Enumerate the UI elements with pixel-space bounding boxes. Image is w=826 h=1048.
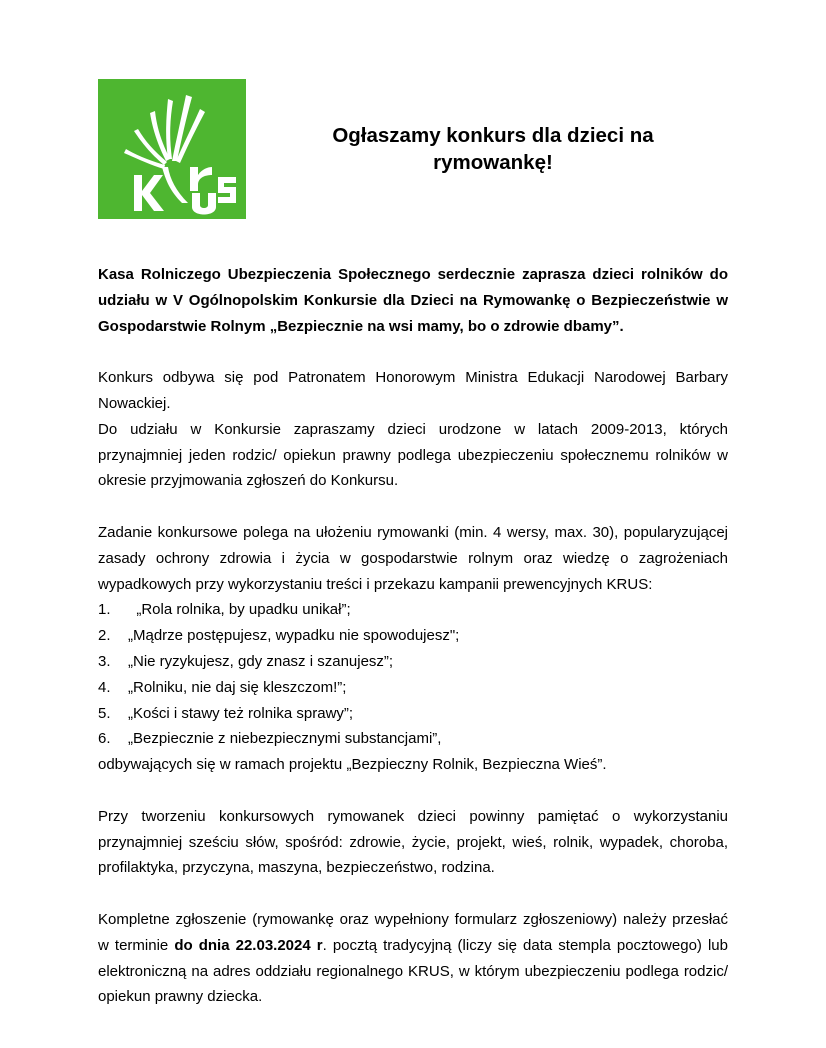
deadline-date: do dnia 22.03.2024 r	[174, 936, 323, 954]
submission-paragraph: Kompletne zgłoszenie (rymowankę oraz wypełniony formularz zgłoszeniowy) należy przesłać w terminie do dnia 22.03.2024 r. pocztą tradycyjną (liczy się data stempla pocztowego) lub elektroniczną na adres oddziału regionalnego KRUS, w którym ubezpieczeniu podlega rodzic/ opiekun prawny dziecka.	[98, 910, 728, 1006]
themes-list	[98, 597, 728, 752]
intro-paragraph: Kasa Rolniczego Ubezpieczenia Społecznego serdecznie zaprasza dzieci rolników do udziału w V Ogólnopolskim Konkursie dla Dzieci na Rymowankę o Bezpieczeństwie w Gospodarstwie Rolnym „Bezpiecznie na wsi mamy, bo o zdrowie dbamy”.	[98, 266, 728, 335]
task-paragraph: Zadanie konkursowe polega na ułożeniu rymowanki (min. 4 wersy, max. 30), popularyzującej zasady ochrony zdrowia i życia w gospodarstwie rolnym oraz wiedzę o zagrożeniach wypadkowych przy wykorzystaniu treści i przekazu kampanii prewencyjnych KRUS:	[98, 523, 728, 593]
patronage-paragraph: Konkurs odbywa się pod Patronatem Honorowym Ministra Edukacji Narodowej Barbary Nowackiej.	[98, 369, 728, 412]
krus-logo	[98, 79, 246, 219]
project-paragraph: odbywających się w ramach projektu „Bezpieczny Rolnik, Bezpieczna Wieś”.	[98, 756, 607, 774]
list-item: 2. „Mądrze postępujesz, wypadku nie spowodujesz";	[98, 627, 460, 645]
list-item: 4. „Rolniku, nie daj się kleszczom!”;	[98, 678, 347, 696]
words-paragraph: Przy tworzeniu konkursowych rymowanek dzieci powinny pamiętać o wykorzystaniu przynajmniej sześciu słów, spośród: zdrowie, życie, projekt, wieś, rolnik, wypadek, choroba, profilaktyka, przyczyna, maszyna, bezpieczeństwo, rodzina.	[98, 807, 728, 877]
list-item: 1. „Rola rolnika, by upadku unikał”;	[98, 601, 351, 619]
eligibility-paragraph: Do udziału w Konkursie zapraszamy dzieci urodzone w latach 2009-2013, których przynajmniej jeden rodzic/ opiekun prawny podlega ubezpieczeniu społecznemu rolników w okresie przyjmowania zgłoszeń do Konkursu.	[98, 420, 728, 490]
list-item: 6. „Bezpiecznie z niebezpiecznymi substancjami”,	[98, 730, 442, 748]
list-item: 5. „Kości i stawy też rolnika sprawy”;	[98, 704, 354, 722]
list-item: 3. „Nie ryzykujesz, gdy znasz i szanujesz”;	[98, 652, 394, 670]
document-body	[98, 262, 728, 1010]
page-title: Ogłaszamy konkurs dla dzieci na rymowankę!	[332, 124, 654, 174]
